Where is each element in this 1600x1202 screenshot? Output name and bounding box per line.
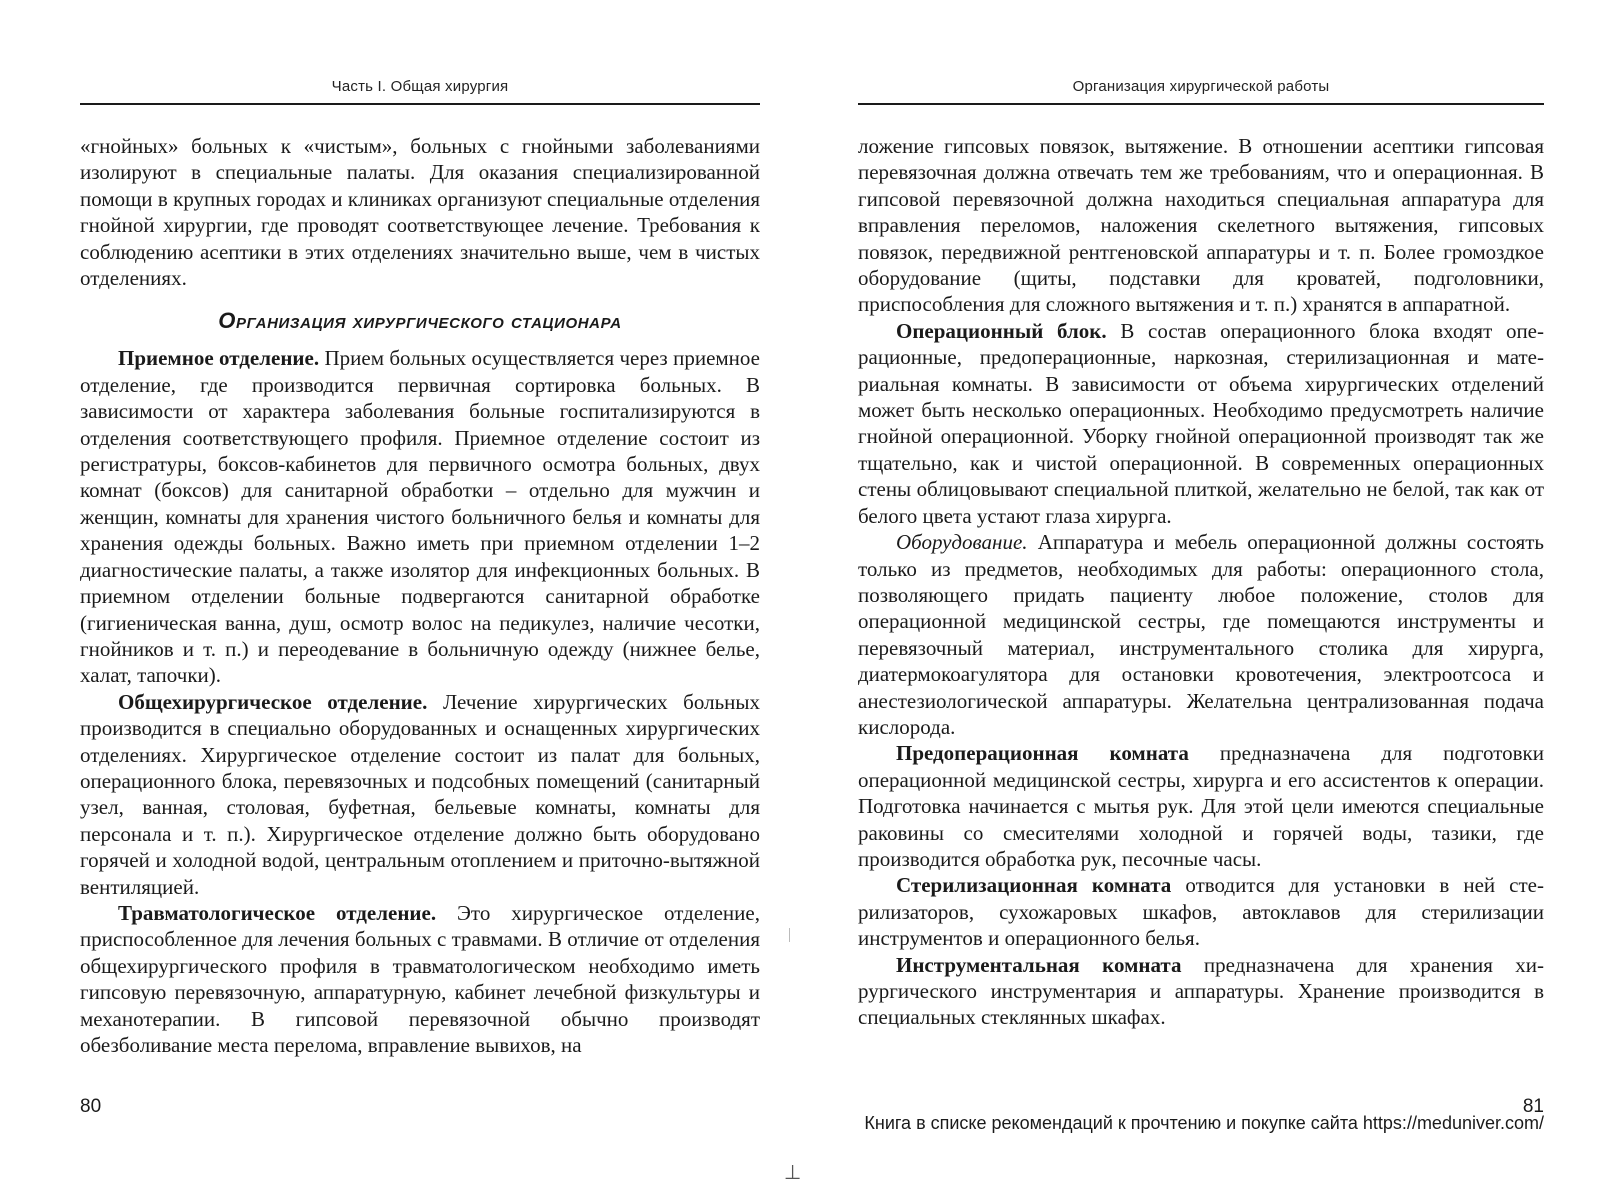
running-head-left: Часть I. Общая хирургия	[331, 78, 509, 95]
paragraph-text: предназначена для подготовки операционной медицинской сестры, хирурга и его ассистентов к операции. Подготовка начинается с мытья рук. Для этой цели имеются специальные раковины со смесителями холодной и горячей воды, тазики, где производится обработка рук, песочные часы.	[858, 741, 1544, 871]
paragraph-text: отводится для установки в ней стерилизаторов, сухожаровых шкафов, автоклавов для стерилизации инструментов и операционного белья.	[858, 873, 1544, 951]
paragraph-text: Лечение хирургических больных производится в специально оборудованных и оснащенных хирургических отделениях. Хирургическое отделение состоит из палат для больных, операционного блока, перевязочных и подсобных помещений (санитарный узел, ванная, столовая, буфетная, бельевые комнаты, комнаты для персонала и т. п.). Хирургическое отделение должно быть оборудовано горячей и холодной водой, центральным отоплением и приточно-вытяжной вентиляцией.	[80, 689, 760, 899]
paragraph-traumatology	[80, 900, 760, 1058]
paragraph-text: предназначена для хранения хирургического инструментария и аппаратуры. Хранение производится в специальных стеклянных шкафах.	[858, 952, 1544, 1030]
paragraph-text: Аппаратура и мебель операционной должны состоять только из предметов, необходимых для работы: операционного стола, позволяющего придать пациенту любое положение, столов для операционной медицинской сестры, где помещаются инструменты и перевязочный материал, инструментального столика для хирурга, диатермокоагулятора для остановки кровотечения, электроотсоса и анестезиологической аппаратуры. Желательна централизованная подача кислорода.	[858, 530, 1544, 739]
opening-paragraph-right: ложение гипсовых повязок, вытяжение. В отношении асептики гипсовая перевязочная должна отвечать тем же требованиям, что и операционная. В гипсовой перевязочной должна находиться специальная аппаратура для вправления переломов, наложения скелетного вытяжения, гипсовых повязок, передвижной рентгеновской аппаратуры и т. п. Более громоздкое оборудование (щиты, подставки для кроватей, подголовники, приспособления для сложного вытяжения и т. п.) хранятся в аппаратной.	[858, 134, 1544, 317]
paragraph-lead: Предоперационная комната	[896, 741, 1189, 766]
paragraph-lead: Оборудование.	[896, 530, 1028, 555]
paragraph-lead: Стерилизационная комната	[896, 873, 1172, 898]
paragraph-equipment	[858, 529, 1544, 740]
header-rule-right	[858, 103, 1544, 105]
paragraph-general-surgery	[80, 689, 760, 900]
paragraph-lead: Травматологическое отделение.	[118, 900, 437, 925]
paragraph-text: Прием больных осуществляется через приемное отделение, где производится первичная сортировка больных. В зависимости от характера заболевания больные госпитализируются в отделения соответствующего профиля. Приемное отделение состоит из регистратуры, боксов-кабинетов для первичного осмотра больных, двух комнат (боксов) для санитарной обработки – отдельно для мужчин и женщин, комнаты для хранения чистого больничного белья и комнаты для хранения одежды больных. Важно иметь при приемном отделении 1–2 диагностические палаты, а также изолятор для инфекционных больных. В приемном отделении больные подвергаются санитарной обработке (гигиеническая ванна, душ, осмотр волос на педикулез, наличие чесотки, гнойников и т. п.) и переодевание в больничную одежду (нижнее белье, халат, тапочки).	[80, 346, 760, 688]
paragraph-lead: Инструментальная комната	[896, 952, 1182, 977]
right-body	[858, 133, 1544, 1031]
page-number-right: 81	[1522, 1096, 1544, 1117]
left-body	[80, 133, 760, 1058]
gutter-tick	[789, 928, 790, 942]
gutter-mark: ⊥	[784, 1162, 802, 1184]
paragraph-lead: Общехирургическое отделение.	[118, 689, 428, 714]
header-rule-left	[80, 103, 760, 105]
opening-paragraph-left: «гнойных» больных к «чистым», больных с гнойными заболеваниями изолируют в специальные палаты. Для оказания специализированной помощи в крупных городах и клиниках организуют специальные отделения гнойной хирургии, где проводят соответствующее лечение. Требования к соблюдению асептики в этих отделениях значительно выше, чем в чистых отделениях.	[80, 134, 760, 291]
page-number-left: 80	[80, 1096, 102, 1117]
paragraph-lead: Приемное отделение.	[118, 346, 320, 371]
paragraph-preoperative-room	[858, 740, 1544, 872]
section-title: Организация хирургического стационара	[218, 308, 622, 334]
paragraph-lead: Операционный блок.	[896, 318, 1107, 343]
paragraph-operating-block	[858, 318, 1544, 529]
paragraph-text: В состав операционного блока входят операционные, предоперационные, наркозная, стерилизационная и материальная комнаты. В зависимости от объема хирургических отделений может быть несколько операционных. Необходимо предусмотреть наличие гнойной операционной. Уборку гнойной операционной производят так же тщательно, как и чистой операционной. В современных операционных стены облицовывают специальной плиткой, желательно не белой, так как от белого цвета устают глаза хирурга.	[858, 318, 1545, 528]
paragraph-instrument-room	[858, 952, 1544, 1031]
running-head-right: Организация хирургической работы	[1072, 78, 1330, 95]
paragraph-text: Это хирургическое отделение, приспособленное для лечения больных с травмами. В отличие от отделения общехирургического профиля в травматологическом необходимо иметь гипсовую перевязочную, аппаратурную, кабинет лечебной физкультуры и механотерапии. В гипсовой перевязочной обычно производят обезболивание места перелома, вправление вывихов, на	[80, 900, 760, 1057]
footer-note: Книга в списке рекомендаций к прочтению и покупке сайта https://meduniver.com/	[864, 1113, 1544, 1133]
paragraph-sterilization-room	[858, 872, 1544, 951]
paragraph-admission	[80, 345, 760, 688]
